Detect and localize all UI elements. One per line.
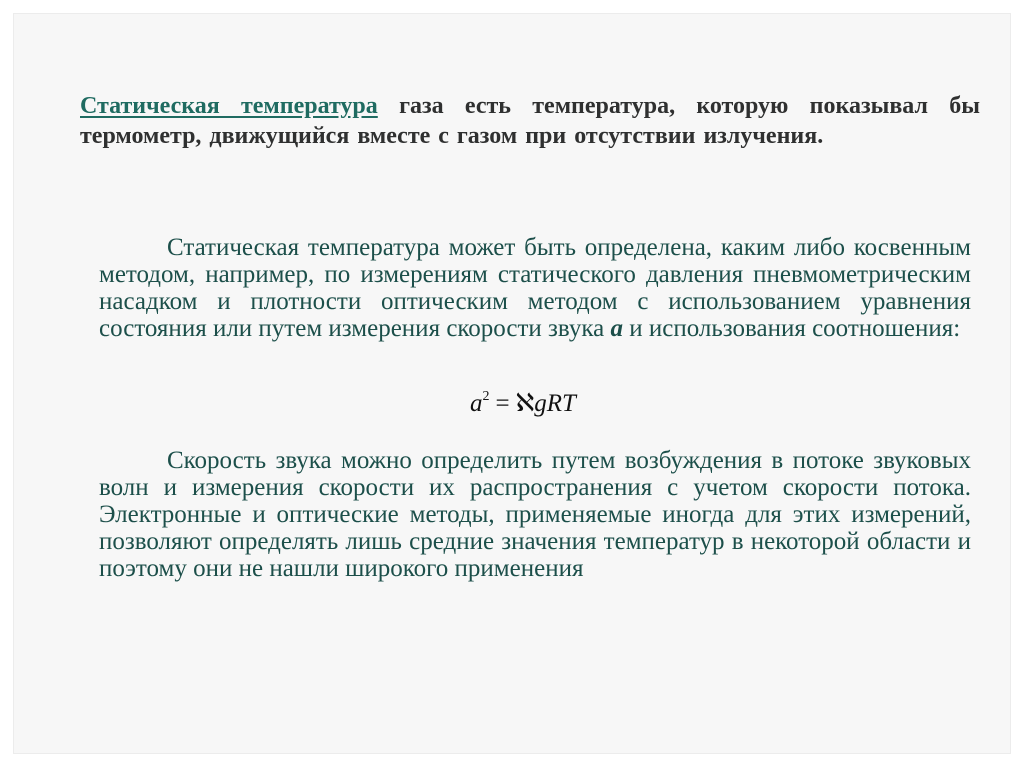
definition-paragraph	[80, 91, 980, 151]
formula-equals: =	[495, 390, 510, 417]
definition-text: газа есть температура, которую показывал бы термометр, движущийся вместе с газом при отсутствии излучения.	[80, 93, 980, 149]
definition-term: Статическая температура	[80, 93, 378, 119]
formula-exponent: 2	[482, 389, 490, 404]
paragraph1-tail: и использования соотношения:	[623, 315, 961, 342]
sound-speed-symbol: a	[610, 315, 623, 342]
formula-rhs: gRT	[534, 390, 576, 417]
static-temperature-paragraph	[99, 234, 971, 342]
formula-aleph: ℵ	[515, 390, 535, 417]
sound-speed-paragraph	[99, 447, 971, 582]
paragraph1-text: Статическая температура может быть определена, каким либо косвенным методом, например, по измерениям статического давления пневмометрическим насадком и плотности оптическим методом с использованием уравнения состояния или путем измерения скорости звука	[99, 234, 971, 342]
sound-speed-formula	[470, 388, 576, 418]
paragraph2-text: Скорость звука можно определить путем возбуждения в потоке звуковых волн и измерения скорости их распространения с учетом скорости потока. Электронные и оптические методы, применяемые иногда для этих измерений, позволяют определять лишь средние значения температур в некоторой области и поэтому они не нашли широкого применения	[99, 447, 971, 582]
formula-lhs: a	[470, 390, 483, 417]
